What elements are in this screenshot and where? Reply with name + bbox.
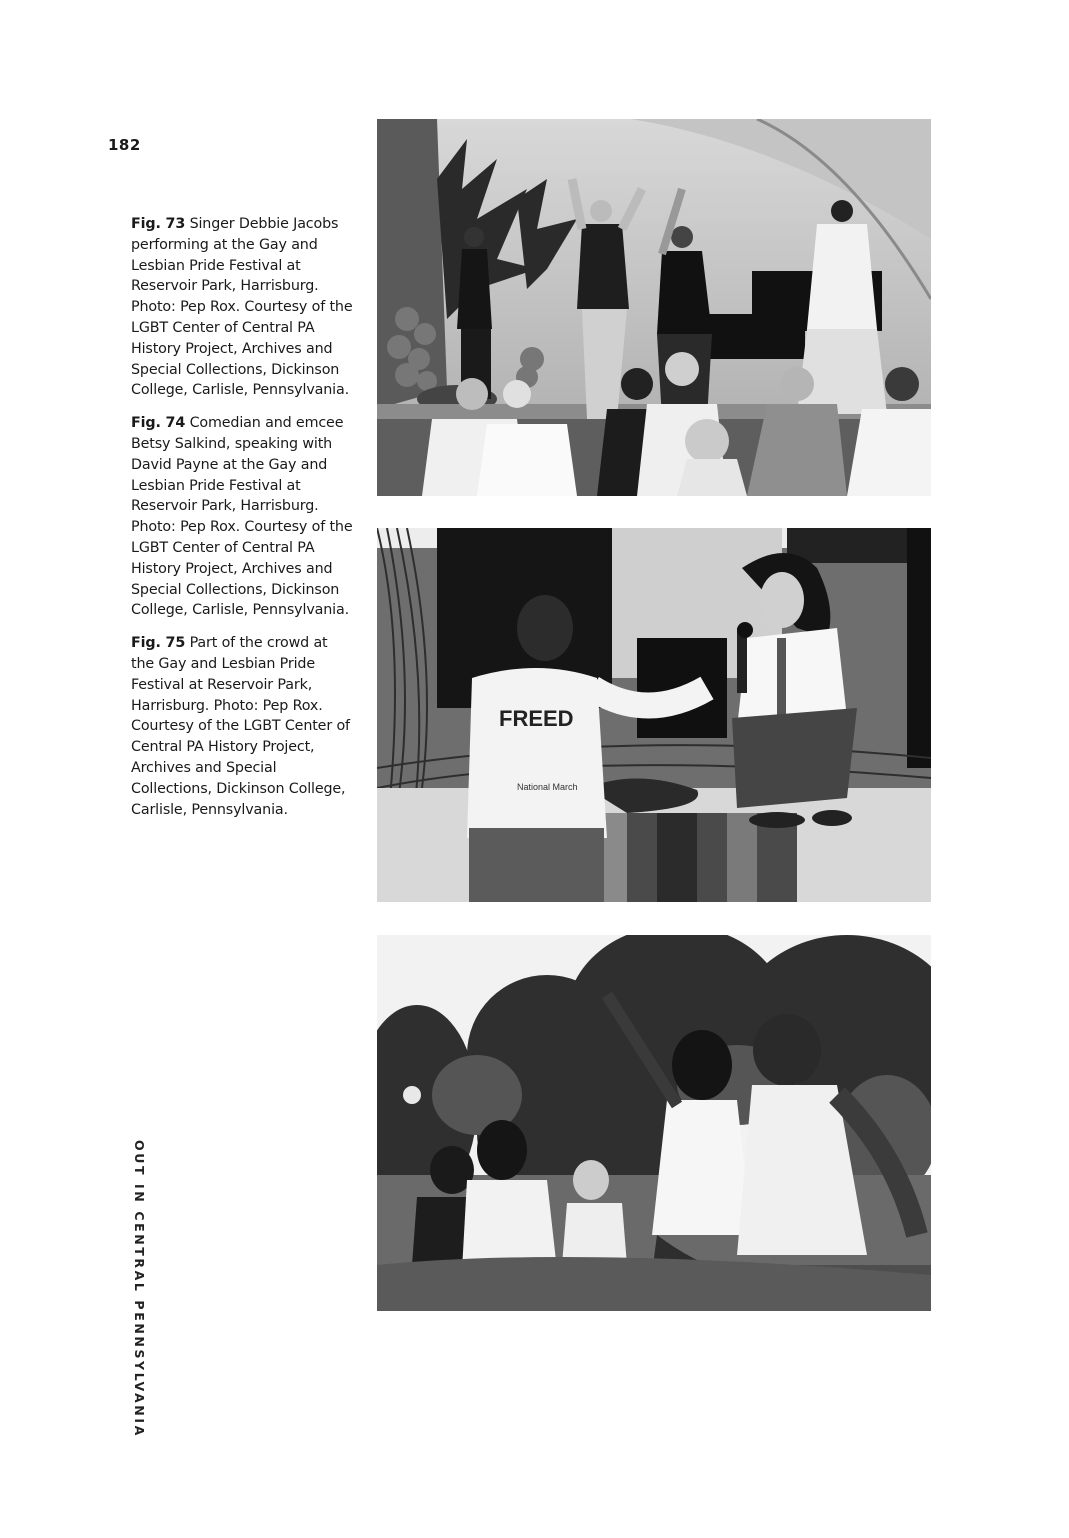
caption-text: Comedian and emcee Betsy Salkind, speaking with David Payne at the Gay and Lesbian Pride Festival at Reservoir Park, Harrisburg. Photo: Pep Rox. Courtesy of the LGBT Center of Central PA History Project, Archives and Special Collections, Dickinson College, Carlisle, Pennsylvania. — [131, 415, 353, 619]
crowd-photo — [377, 935, 931, 1311]
page-number: 182 — [108, 136, 141, 154]
shirt-print: FREED — [499, 706, 574, 731]
fig-label: Fig. 74 — [131, 415, 186, 432]
caption-fig-73 — [131, 214, 353, 401]
stage-photo — [377, 119, 931, 496]
caption-fig-74 — [131, 413, 353, 621]
photo-fig-75-crowd — [377, 935, 931, 1311]
shirt-print-sub: National March — [517, 782, 578, 792]
running-head: OUT IN CENTRAL PENNSYLVANIA — [132, 1140, 147, 1438]
caption-text: Part of the crowd at the Gay and Lesbian Pride Festival at Reservoir Park, Harrisburg. Photo: Pep Rox. Courtesy of the LGBT Center of Central PA History Project, Archives and Special Collections, Dickinson College, Carlisle, Pennsylvania. — [131, 635, 350, 818]
caption-text: Singer Debbie Jacobs performing at the Gay and Lesbian Pride Festival at Reservoir Park, Harrisburg. Photo: Pep Rox. Courtesy of the LGBT Center of Central PA History Project, Archives and Special Collections, Dickinson College, Carlisle, Pennsylvania. — [131, 216, 353, 399]
caption-column — [131, 214, 353, 832]
conversation-photo — [377, 528, 931, 902]
photo-fig-74-emcee-conversation — [377, 528, 931, 902]
photo-fig-73-stage-performance — [377, 119, 931, 496]
fig-label: Fig. 75 — [131, 635, 186, 652]
caption-fig-75 — [131, 633, 353, 820]
fig-label: Fig. 73 — [131, 216, 186, 232]
